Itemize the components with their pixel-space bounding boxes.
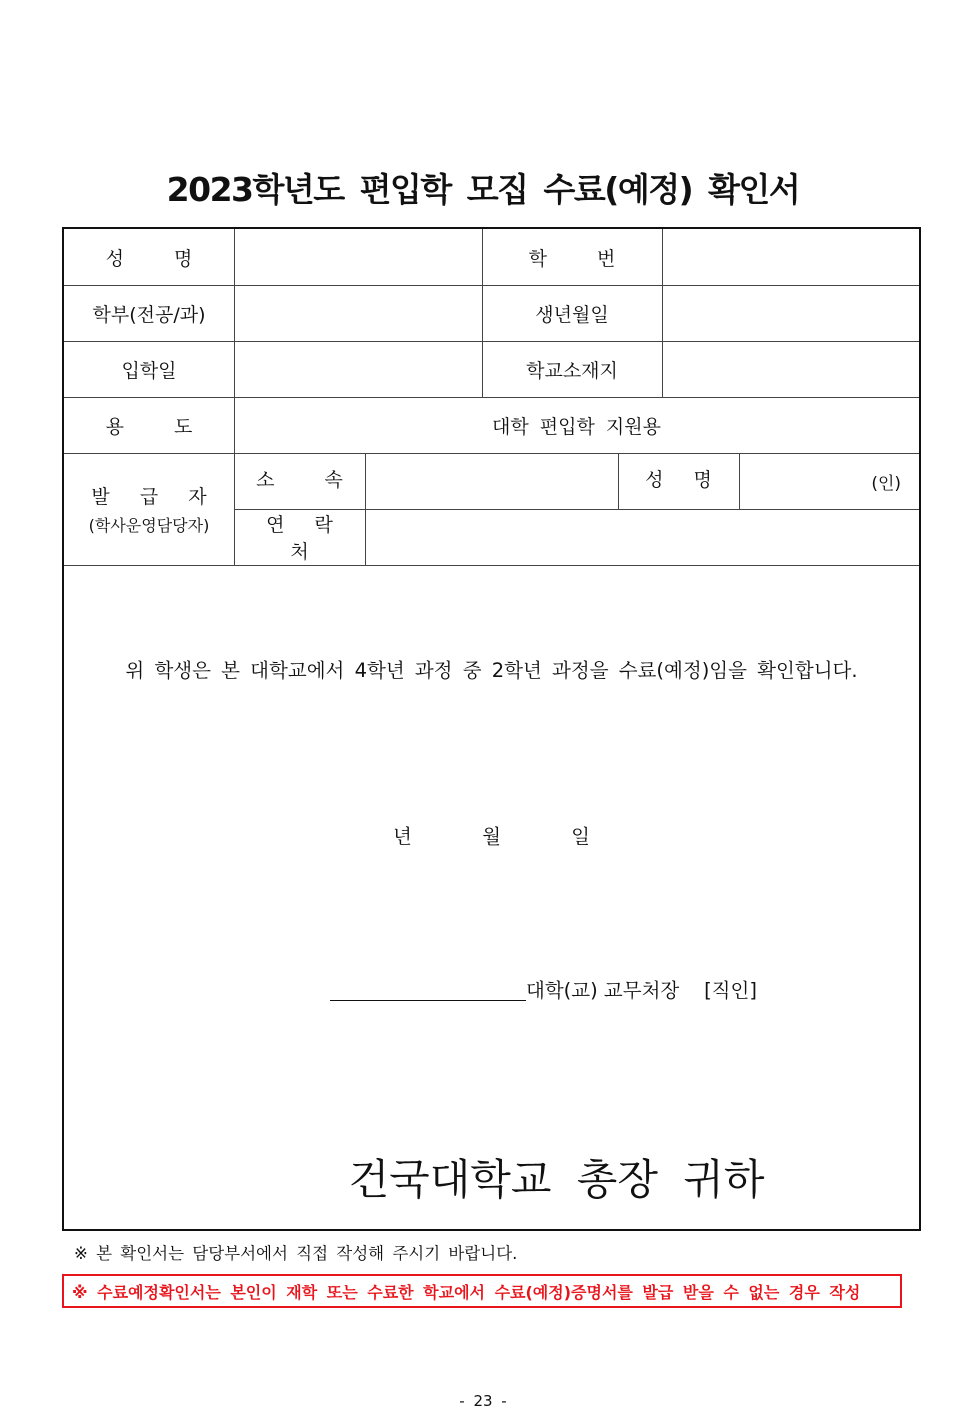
issuer-label: 발 급 자: [91, 486, 219, 508]
document-title: 2023학년도 편입학 모집 수료(예정) 확인서: [166, 170, 800, 209]
contact-field[interactable]: [365, 509, 919, 565]
addressee: 건국대학교 총장 귀하: [348, 1155, 765, 1204]
page-number: - 23 -: [459, 1392, 507, 1410]
birthdate-field[interactable]: [662, 285, 919, 341]
affiliation-field[interactable]: [365, 453, 618, 509]
contact-label: 연 락 처: [266, 514, 345, 563]
affiliation-label: 소 속: [256, 469, 365, 491]
admission-date-label: 입학일: [121, 359, 177, 382]
note-instruction: ※ 본 확인서는 담당부서에서 직접 작성해 주시기 바랍니다.: [74, 1244, 518, 1263]
student-id-field[interactable]: [662, 229, 919, 285]
issuer-sub-label: (학사운영담당자): [88, 516, 210, 535]
school-location-label: 학교소재지: [526, 359, 618, 382]
purpose-value: 대학 편입학 지원용: [492, 415, 661, 438]
official-seal-label: [직인]: [704, 979, 757, 1002]
signature-line: [526, 975, 757, 1003]
row-divider: [64, 565, 919, 566]
purpose-label: 용 도: [105, 415, 215, 438]
department-label: 학부(전공/과): [92, 303, 206, 326]
student-id-label: 학 번: [528, 247, 638, 270]
note-warning: [62, 1274, 902, 1308]
seal-label: (인): [871, 473, 901, 494]
confirmation-form: [62, 227, 921, 1231]
school-location-field[interactable]: [662, 341, 919, 397]
registrar-title: 대학(교) 교무처장: [526, 979, 680, 1002]
name-label: 성 명: [105, 247, 215, 270]
issuer-name-label: 성 명: [645, 469, 724, 491]
issuer-label-block: [64, 453, 234, 565]
name-field[interactable]: [234, 229, 482, 285]
department-field[interactable]: [234, 285, 482, 341]
note-warning-text: ※ 수료예정확인서는 본인이 재학 또는 수료한 학교에서 수료(예정)증명서를 발급 받을 수 없는 경우 작성: [72, 1282, 861, 1302]
admission-date-field[interactable]: [234, 341, 482, 397]
university-name-blank[interactable]: [330, 1000, 526, 1001]
issuer-seal-field[interactable]: [739, 453, 919, 509]
birthdate-label: 생년월일: [535, 303, 609, 326]
confirmation-statement: 위 학생은 본 대학교에서 4학년 과정 중 2학년 과정을 수료(예정)임을 확인합니다.: [125, 659, 858, 682]
date-line: 년 월 일: [393, 825, 590, 848]
